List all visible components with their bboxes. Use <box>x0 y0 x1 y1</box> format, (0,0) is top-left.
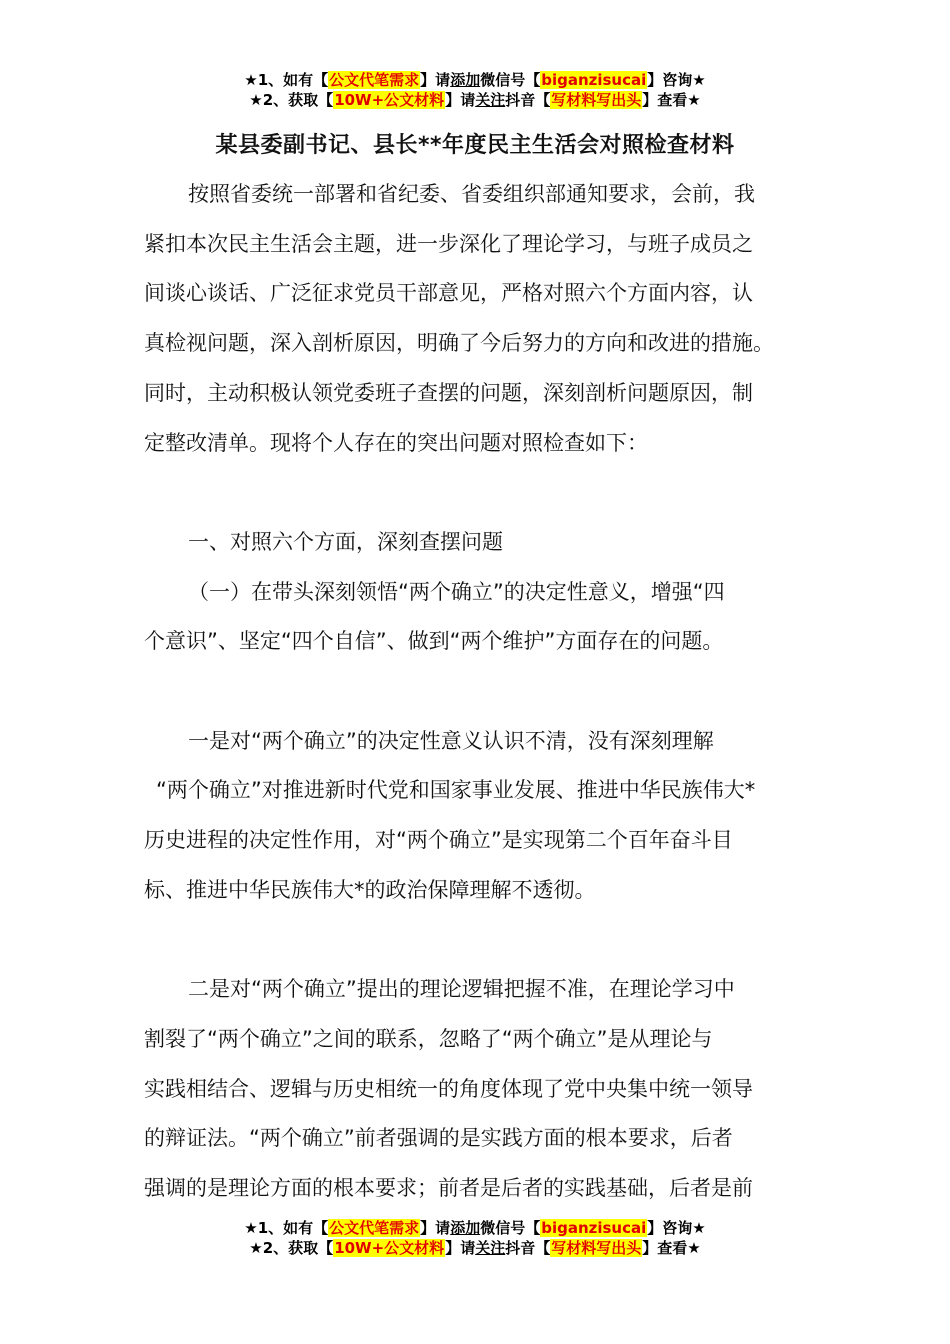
document-title: 某县委副书记、县长**年度民主生活会对照检查材料 <box>215 133 735 158</box>
notice-highlight: 10W+公文材料 <box>334 1239 445 1257</box>
document-body <box>144 170 816 1214</box>
text-line: “两个确立”对推进新时代党和国家事业发展、推进中华民族伟大* <box>156 778 756 803</box>
promo-notice-bottom <box>0 1218 950 1258</box>
notice-text: 】查看★ <box>642 91 701 109</box>
text-line: 个意识”、坚定“四个自信”、做到“两个维护”方面存在的问题。 <box>144 629 724 654</box>
text-line: 二是对“两个确立”提出的理论逻辑把握不准，在理论学习中 <box>188 977 735 1002</box>
paragraph-point-2 <box>144 965 816 1214</box>
notice-highlight: 写材料写出头 <box>551 91 642 109</box>
text-line: 历史进程的决定性作用，对“两个确立”是实现第二个百年奋斗目 <box>144 828 733 853</box>
text-line: 实践相结合、逻辑与历史相统一的角度体现了党中央集中统一领导 <box>144 1076 753 1101</box>
notice-text: 微信号【 <box>480 1219 541 1237</box>
notice-highlight: 10W+公文材料 <box>334 91 445 109</box>
notice-highlight: 公文代笔需求 <box>329 71 420 89</box>
heading-subsection-1 <box>144 568 816 667</box>
section-heading: 一、对照六个方面，深刻查摆问题 <box>188 529 503 554</box>
text-line: 真检视问题，深入剖析原因，明确了今后努力的方向和改进的措施。 <box>144 331 774 356</box>
notice-highlight: 写材料写出头 <box>551 1239 642 1257</box>
notice-highlight: biganzisucai <box>541 1219 647 1237</box>
paragraph-intro <box>144 170 816 220</box>
text-line: 割裂了“两个确立”之间的联系，忽略了“两个确立”是从理论与 <box>144 1026 713 1051</box>
notice-text: 】咨询★ <box>647 71 706 89</box>
notice-text: ★1、如有【 <box>244 71 329 89</box>
text-line: 标、推进中华民族伟大*的政治保障理解不透彻。 <box>144 877 596 902</box>
notice-text: 抖音【 <box>505 91 551 109</box>
text-line: 紧扣本次民主生活会主题，进一步深化了理论学习，与班子成员之 <box>144 231 753 256</box>
notice-text: 】查看★ <box>642 1239 701 1257</box>
promo-notice-top <box>0 70 950 110</box>
text-line: 定整改清单。现将个人存在的突出问题对照检查如下： <box>144 430 648 455</box>
notice-line-2 <box>0 90 950 110</box>
notice-text: 抖音【 <box>505 1239 551 1257</box>
notice-highlight: 公文代笔需求 <box>329 1219 420 1237</box>
text-line: 强调的是理论方面的根本要求；前者是后者的实践基础，后者是前 <box>144 1176 753 1201</box>
heading-section-1 <box>144 518 816 568</box>
notice-underline: 添加 <box>450 71 481 89</box>
notice-line-1 <box>0 70 950 90</box>
notice-text: 】请 <box>420 71 451 89</box>
notice-text: ★2、获取【 <box>249 91 334 109</box>
notice-line-2 <box>0 1238 950 1258</box>
text-line: 同时，主动积极认领党委班子查摆的问题，深刻剖析问题原因，制 <box>144 380 753 405</box>
notice-underline: 关注 <box>475 91 506 109</box>
notice-text: 微信号【 <box>480 71 541 89</box>
notice-underline: 关注 <box>475 1239 506 1257</box>
notice-text: 】请 <box>445 91 476 109</box>
notice-text: 】请 <box>445 1239 476 1257</box>
notice-line-1 <box>0 1218 950 1238</box>
notice-underline: 添加 <box>450 1219 481 1237</box>
text-line: （一）在带头深刻领悟“两个确立”的决定性意义，增强“四 <box>188 579 725 604</box>
paragraph-intro-cont <box>144 220 816 469</box>
text-line: 间谈心谈话、广泛征求党员干部意见，严格对照六个方面内容，认 <box>144 281 753 306</box>
notice-text: ★2、获取【 <box>249 1239 334 1257</box>
paragraph-point-1 <box>144 717 816 916</box>
notice-text: 】咨询★ <box>647 1219 706 1237</box>
text-line: 按照省委统一部署和省纪委、省委组织部通知要求，会前，我 <box>188 182 755 206</box>
notice-text: ★1、如有【 <box>244 1219 329 1237</box>
text-line: 一是对“两个确立”的决定性意义认识不清，没有深刻理解 <box>188 728 714 753</box>
notice-text: 】请 <box>420 1219 451 1237</box>
notice-highlight: biganzisucai <box>541 71 647 89</box>
text-line: 的辩证法。“两个确立”前者强调的是实践方面的根本要求，后者 <box>144 1126 733 1151</box>
